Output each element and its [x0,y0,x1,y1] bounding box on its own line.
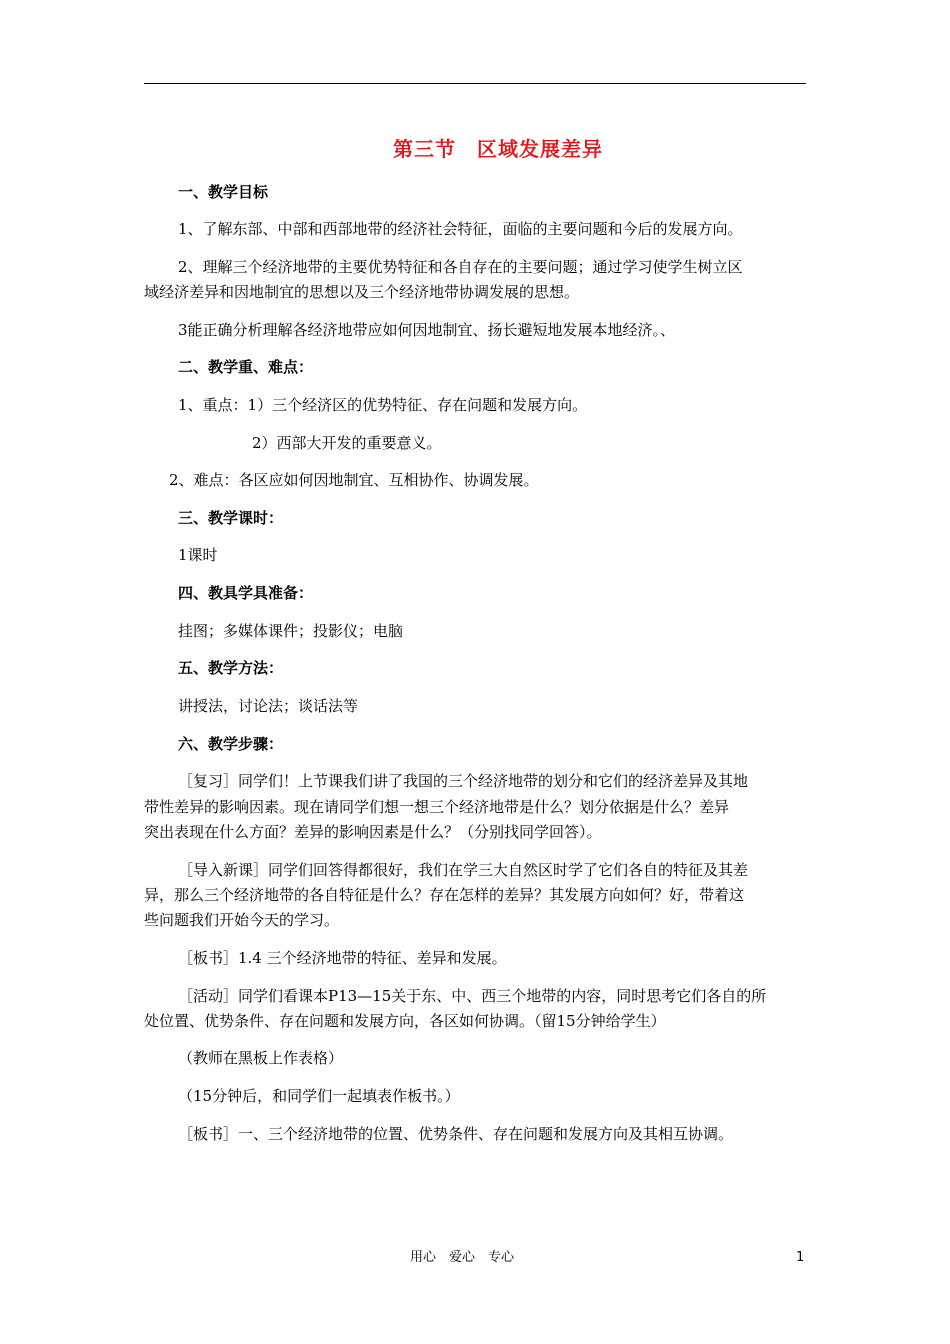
review-line-3: 突出表现在什么方面？差异的影响因素是什么？（分别找同学回答）。 [144,823,602,841]
teaching-tools: 挂图；多媒体课件；投影仪；电脑 [178,622,404,640]
intro-line-1: ［导入新课］同学们回答得都很好，我们在学三大自然区时学了它们各自的特征及其差 [178,861,749,879]
intro-line-3: 些问题我们开始今天的学习。 [144,911,340,929]
page-number: 1 [796,1250,805,1265]
key-point-1: 1、重点：1）三个经济区的优势特征、存在问题和发展方向。 [178,396,588,414]
objective-3: 3能正确分析理解各经济地带应如何因地制宜、扬长避短地发展本地经济。、 [178,321,676,339]
section-heading-objectives: 一、教学目标 [178,183,269,201]
board-note-1: ［板书］1.4 三个经济地带的特征、差异和发展。 [178,949,507,967]
difficult-point: 2、难点：各区应如何因地制宜、互相协作、协调发展。 [169,471,539,489]
review-line-2: 带性差异的影响因素。现在请同学们想一想三个经济地带是什么？划分依据是什么？差异 [144,798,730,816]
section-heading-teaching-steps: 六、教学步骤： [178,735,284,753]
section-heading-teaching-methods: 五、教学方法： [178,659,284,677]
objective-1: 1、了解东部、中部和西部地带的经济社会特征，面临的主要问题和今后的发展方向。 [178,220,743,238]
intro-line-2: 异，那么三个经济地带的各自特征是什么？存在怎样的差异？其发展方向如何？好，带着这 [144,886,745,904]
activity-line-2: 处位置、优势条件、存在问题和发展方向，各区如何协调。（留15分钟给学生） [144,1012,666,1030]
review-line-1: ［复习］同学们！上节课我们讲了我国的三个经济地带的划分和它们的经济差异及其地 [178,772,749,790]
objective-2-line-1: 2、理解三个经济地带的主要优势特征和各自存在的主要问题；通过学习使学生树立区 [178,258,743,276]
key-point-2: 2）西部大开发的重要意义。 [252,434,442,452]
section-heading-key-points: 二、教学重、难点： [178,358,314,376]
class-hours: 1课时 [178,546,218,564]
teaching-methods: 讲授法，讨论法；谈话法等 [178,697,359,715]
header-rule [144,83,806,84]
page-title: 第三节 区域发展差异 [393,137,603,161]
section-heading-class-hours: 三、教学课时： [178,509,284,527]
footer-motto: 用心 爱心 专心 [410,1250,515,1265]
teacher-note: （教师在黑板上作表格） [178,1049,344,1067]
activity-line-1: ［活动］同学们看课本P13—15关于东、中、西三个地带的内容，同时思考它们各自的所 [178,987,767,1005]
board-note-2: ［板书］一、三个经济地带的位置、优势条件、存在问题和发展方向及其相互协调。 [178,1125,734,1143]
section-heading-teaching-tools: 四、教具学具准备： [178,584,314,602]
objective-2-line-2: 域经济差异和因地制宜的思想以及三个经济地带协调发展的思想。 [144,283,580,301]
after-note: （15分钟后，和同学们一起填表作板书。） [178,1087,460,1105]
